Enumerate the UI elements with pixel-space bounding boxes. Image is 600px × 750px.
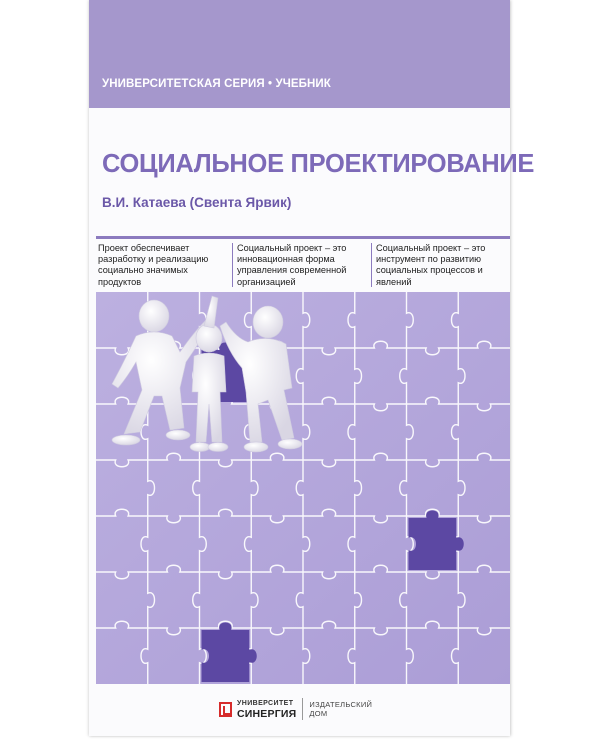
logo-publishing-line-2: ДОМ [309,709,328,718]
logo-divider [302,698,303,720]
thesis-2: Социальный проект – это инновационная форма управления современной организацией [232,243,371,287]
thesis-1: Проект обеспечивает разработку и реализацию социально значимых продуктов [98,243,209,287]
logo-publishing-line-1: ИЗДАТЕЛЬСКИЙ [309,700,373,709]
theses-row [96,243,510,287]
figure-body [220,322,294,442]
synergy-logo-icon [219,702,232,717]
figure-head [196,324,222,352]
figure-foot [112,435,140,445]
series-label: УНИВЕРСИТЕТСКАЯ СЕРИЯ • УЧЕБНИК [102,78,331,90]
figure-arm [204,296,218,328]
book-title: СОЦИАЛЬНОЕ ПРОЕКТИРОВАНИЕ [102,150,535,178]
people-figures-illustration [96,292,311,464]
publisher-logo [219,696,372,722]
figure-head [253,306,283,338]
figure-foot [208,443,228,452]
puzzle-illustration [96,292,510,684]
figure-head [139,300,169,332]
divider-rule [96,236,510,239]
logo-brand: СИНЕРГИЯ [237,708,297,720]
missing-puzzle-piece [202,623,257,683]
figure-foot [244,442,268,452]
figure-foot [166,430,190,440]
book-cover [89,0,535,736]
book-author: В.И. Катаева (Свента Ярвик) [102,195,292,210]
thesis-3: Социальный проект – это инструмент по развитию социальных процессов и явлений [371,243,510,287]
top-color-band [89,0,510,108]
figure-body [192,353,226,442]
publisher-bar [89,686,510,736]
missing-puzzle-piece [409,511,464,571]
figure-foot [278,439,302,449]
logo-university-line: УНИВЕРСИТЕТ [237,700,294,707]
figure-foot [190,443,210,452]
